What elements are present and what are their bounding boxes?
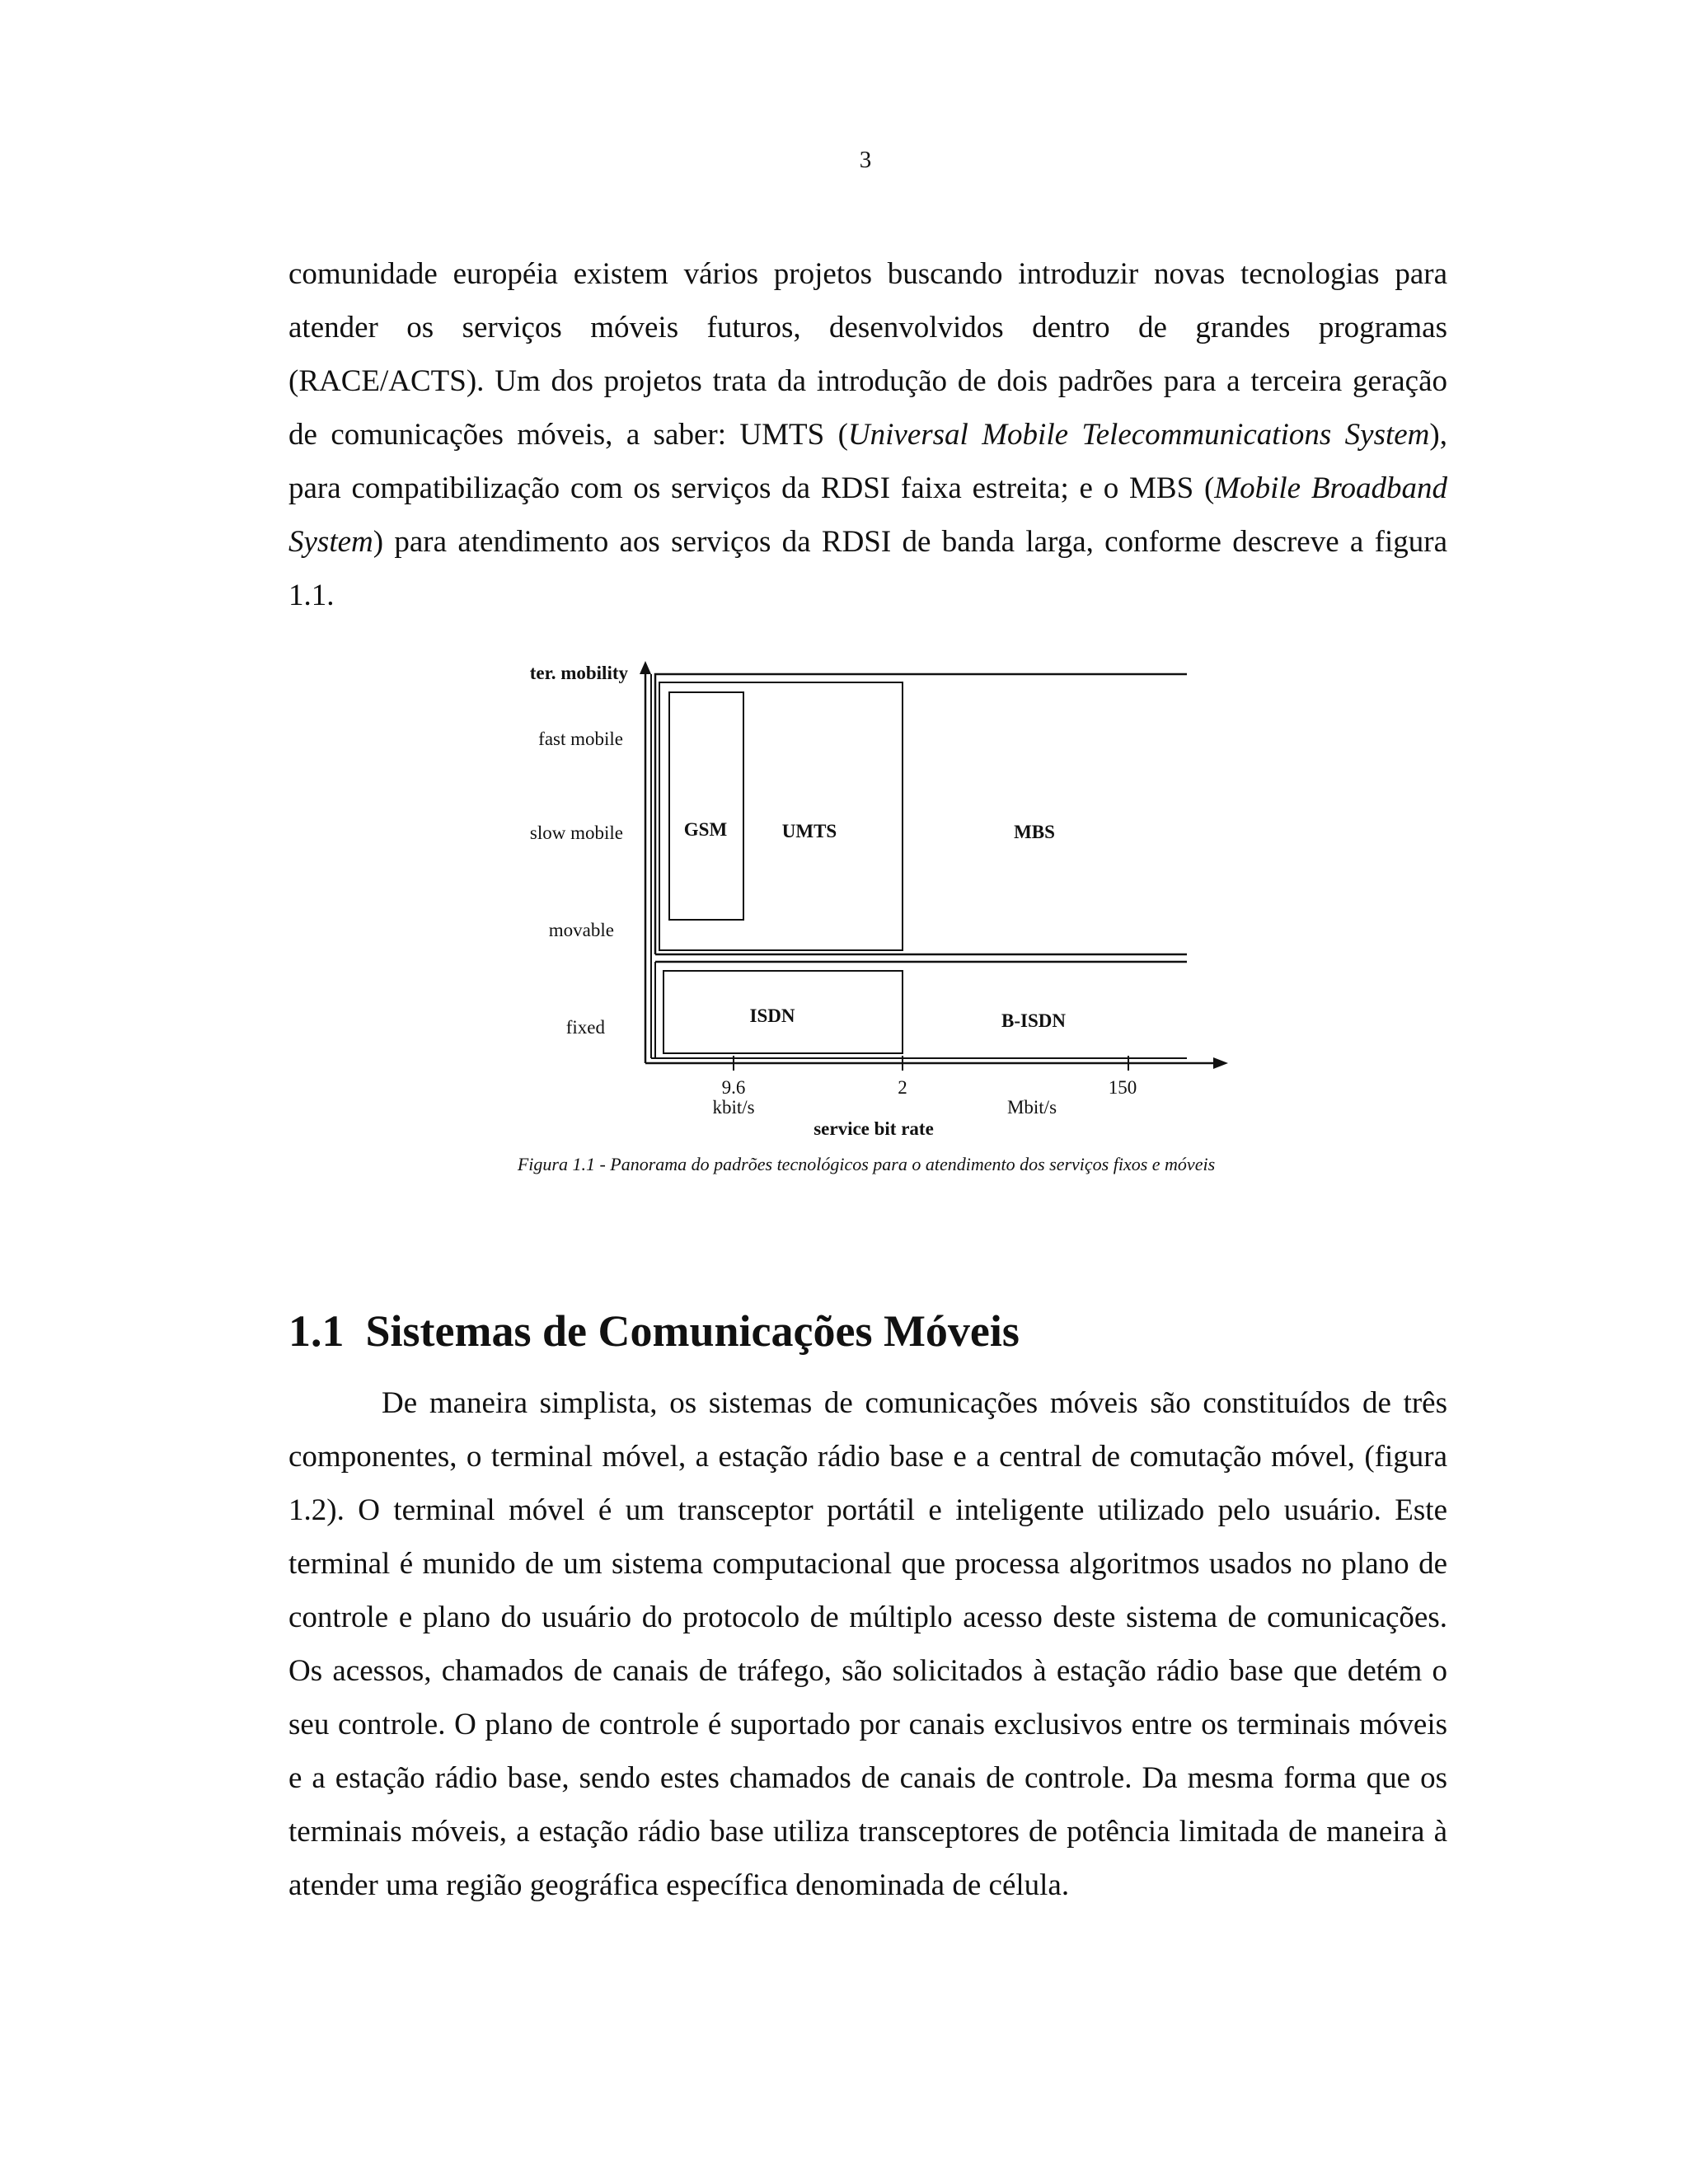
x-tick-2: 2: [898, 1077, 907, 1098]
x-unit-mbit: Mbit/s: [1006, 1097, 1057, 1118]
text-line: e a estação rádio base, sendo estes chamados de canais de controle. Da mesma forma que os: [288, 1761, 1447, 1795]
mbs-region: [655, 674, 1187, 954]
text-run: de comunicações móveis, a saber: UMTS (: [288, 418, 848, 452]
text-line: [288, 462, 1447, 515]
x-unit-kbit: kbit/s: [712, 1097, 755, 1118]
label-b-isdn: B-ISDN: [1001, 1010, 1066, 1031]
mbs-expansion-part2: System: [288, 525, 373, 559]
section-number: 1.1: [288, 1306, 345, 1356]
umts-region: [659, 682, 903, 950]
y-label-movable: movable: [548, 920, 614, 940]
section-heading: [288, 1302, 1020, 1360]
text-line: seu controle. O plano de controle é suportado por canais exclusivos entre os terminais móveis: [288, 1708, 1447, 1741]
text-line: 1.2). O terminal móvel é um transceptor portátil e inteligente utilizado pelo usuário. Este: [288, 1493, 1447, 1527]
text-line: componentes, o terminal móvel, a estação rádio base e a central de comutação móvel, (figura: [288, 1440, 1447, 1474]
text-line: controle e plano do usuário do protocolo de múltiplo acesso deste sistema de comunicações.: [288, 1601, 1447, 1634]
figure-1-1: [495, 651, 1236, 1187]
y-label-fixed: fixed: [565, 1017, 605, 1038]
umts-expansion: Universal Mobile Telecommunications System: [847, 418, 1430, 452]
mobility-vs-bitrate-diagram: [495, 651, 1236, 1187]
label-isdn: ISDN: [749, 1005, 795, 1026]
text-line: [288, 408, 1447, 462]
text-line: atender uma região geográfica específica denominada de célula.: [288, 1868, 1070, 1902]
x-axis-arrow: [1213, 1057, 1228, 1069]
figure-caption: Figura 1.1 - Panorama do padrões tecnológicos para o atendimento dos serviços fixos e móveis: [517, 1154, 1216, 1174]
y-axis-title: ter. mobility: [529, 663, 628, 683]
gsm-region: [669, 692, 743, 920]
intro-paragraph: [288, 247, 1447, 622]
x-tick-9-6: 9.6: [721, 1077, 746, 1098]
text-run: para compatibilização com os serviços da RDSI faixa estreita; e o MBS (: [288, 471, 1215, 505]
section-paragraph: [288, 1376, 1447, 1912]
y-axis-arrow: [640, 661, 651, 674]
text-run: ),: [1429, 418, 1447, 452]
mbs-expansion-part1: Mobile Broadband: [1214, 471, 1447, 505]
text-line: [288, 515, 1447, 569]
y-label-fast-mobile: fast mobile: [538, 729, 623, 749]
text-line: 1.1.: [288, 579, 335, 612]
text-line: atender os serviços móveis futuros, desenvolvidos dentro de grandes programas: [288, 311, 1447, 344]
page-number: 3: [859, 147, 872, 173]
x-tick-150: 150: [1108, 1077, 1137, 1098]
text-line: comunidade européia existem vários projetos buscando introduzir novas tecnologias para: [288, 257, 1447, 291]
text-line: Os acessos, chamados de canais de tráfego, são solicitados à estação rádio base que detém o: [288, 1654, 1447, 1688]
text-run: ) para atendimento aos serviços da RDSI de banda larga, conforme descreve a figura: [373, 525, 1447, 559]
label-gsm: GSM: [683, 819, 728, 840]
text-line: terminal é munido de um sistema computacional que processa algoritmos usados no plano de: [288, 1547, 1447, 1581]
text-line: De maneira simplista, os sistemas de comunicações móveis são constituídos de três: [382, 1386, 1447, 1420]
label-mbs: MBS: [1014, 822, 1055, 842]
label-umts: UMTS: [781, 821, 837, 841]
text-line: (RACE/ACTS). Um dos projetos trata da introdução de dois padrões para a terceira geração: [288, 364, 1447, 398]
x-axis-title: service bit rate: [814, 1118, 934, 1139]
y-label-slow-mobile: slow mobile: [529, 823, 623, 843]
text-line: terminais móveis, a estação rádio base utiliza transceptores de potência limitada de maneira à: [288, 1815, 1447, 1849]
section-title: Sistemas de Comunicações Móveis: [365, 1306, 1020, 1356]
